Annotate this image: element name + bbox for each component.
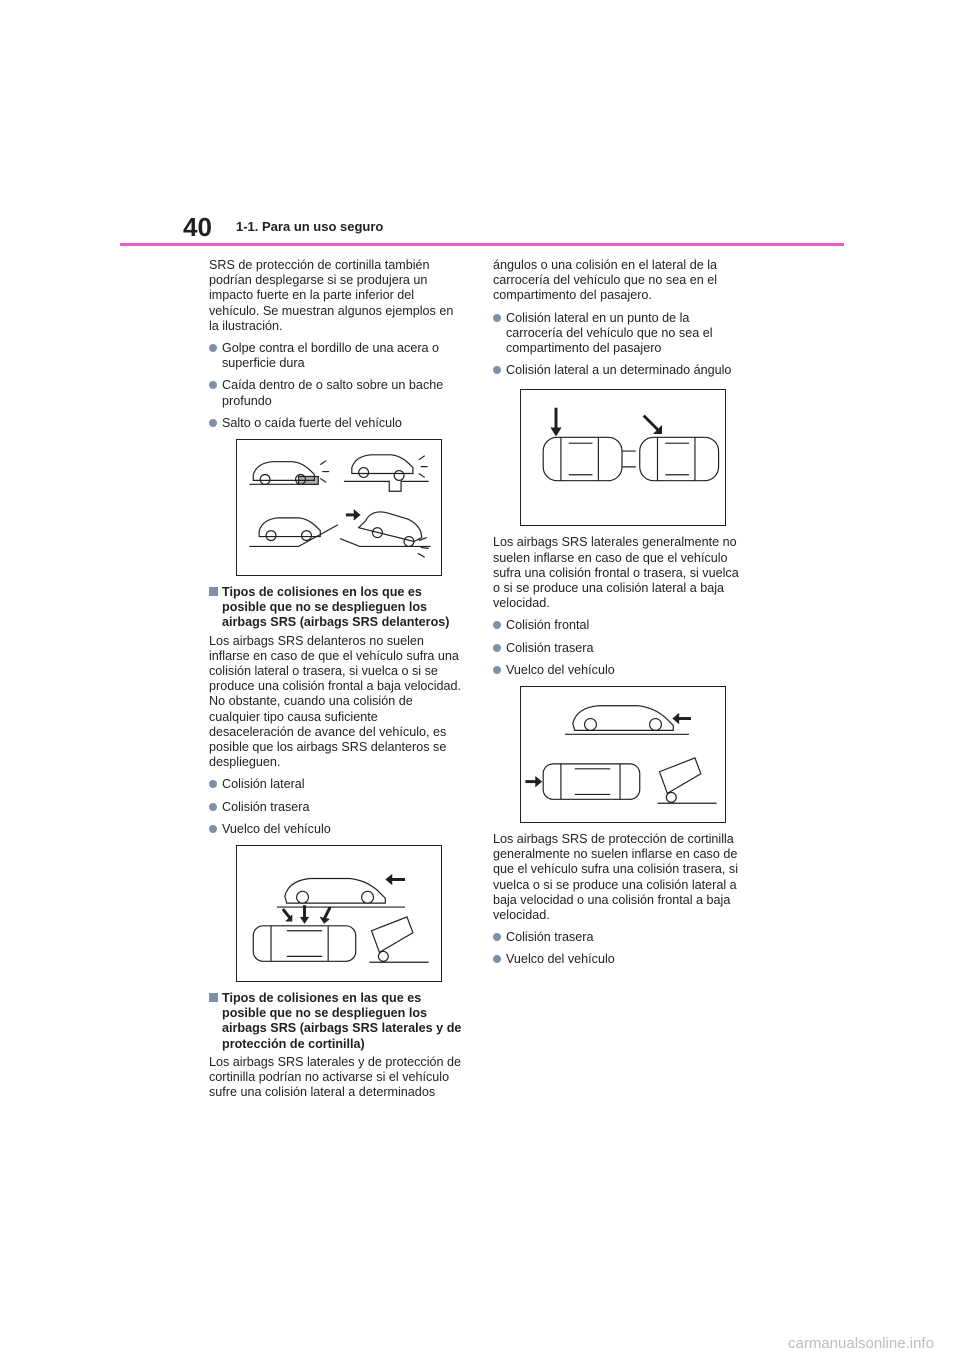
illustration-side-collisions (520, 389, 726, 526)
front-airbag-collision-drawing (237, 846, 441, 981)
header-rule (120, 243, 844, 246)
watermark: carmanualsonline.info (788, 1335, 934, 1352)
list-item: Colisión lateral a un determinado ángulo (493, 363, 749, 378)
underbody-impact-drawing (237, 440, 441, 575)
intro-paragraph: SRS de protección de cortinilla también podrían desplegarse si se produjera un impacto fuerte en la parte inferior del vehículo. Se muestran algunos ejemplos en la ilustración. (209, 258, 454, 333)
list-item: Vuelco del vehículo (209, 822, 465, 837)
illustration-side-airbag-collisions (520, 686, 726, 823)
list-item: Colisión lateral en un punto de la carrocería del vehículo que no sea el compartimento del pasajero (493, 311, 749, 357)
side-airbag-collision-drawing (521, 687, 725, 822)
paragraph-side-airbags-general: Los airbags SRS laterales generalmente no suelen inflarse en caso de que el vehículo sufra una colisión frontal o trasera, si vuelca o si se produce una colisión lateral a baja velocidad. (493, 535, 739, 611)
paragraph-front-airbags: Los airbags SRS delanteros no suelen inflarse en caso de que el vehículo sufra una colisión lateral o trasera, si vuelca o si se produce una colisión frontal a baja velocidad. No obstante, cuando una colisión de cualquier tipo causa suficiente desaceleración de avance del vehículo, es posible que los airbags SRS delanteros se desplieguen. (209, 633, 462, 770)
side-collision-drawing (521, 390, 725, 525)
paragraph-continued: ángulos o una colisión en el lateral de la carrocería del vehículo que no sea en el compartimento del pasajero. (493, 258, 718, 303)
list-item: Vuelco del vehículo (493, 663, 749, 678)
list-item: Vuelco del vehículo (493, 952, 749, 967)
list-item: Salto o caída fuerte del vehículo (209, 416, 465, 431)
list-item: Golpe contra el bordillo de una acera o superficie dura (209, 341, 465, 371)
list-item: Caída dentro de o salto sobre un bache profundo (209, 378, 465, 408)
paragraph-curtain-airbags: Los airbags SRS de protección de cortinilla generalmente no suelen inflarse en caso de que el vehículo sufra una colisión trasera, si vuelca o si se produce una colisión lateral a baja velocidad o una colisión frontal a baja velocidad. (493, 832, 739, 923)
illustration-underbody-impacts (236, 439, 442, 576)
right-column (493, 258, 749, 975)
paragraph-side-airbags: Los airbags SRS laterales y de protección de cortinilla podrían no activarse si el vehículo sufre una colisión lateral a determinados (209, 1054, 462, 1100)
list-item: Colisión trasera (493, 641, 749, 656)
illustration-front-airbag-collisions (236, 845, 442, 982)
section-title: 1-1. Para un uso seguro (236, 219, 384, 234)
heading-front-airbags: Tipos de colisiones en los que es posible que no se desplieguen los airbags SRS (airbags SRS delanteros) (209, 585, 465, 631)
list-item: Colisión frontal (493, 618, 749, 633)
left-column (209, 258, 465, 1108)
heading-side-airbags: Tipos de colisiones en las que es posible que no se desplieguen los airbags SRS (airbags SRS laterales y de protección de cortinilla) (209, 991, 465, 1052)
list-item: Colisión trasera (493, 930, 749, 945)
page-number: 40 (183, 212, 212, 242)
list-item: Colisión lateral (209, 777, 465, 792)
list-item: Colisión trasera (209, 800, 465, 815)
